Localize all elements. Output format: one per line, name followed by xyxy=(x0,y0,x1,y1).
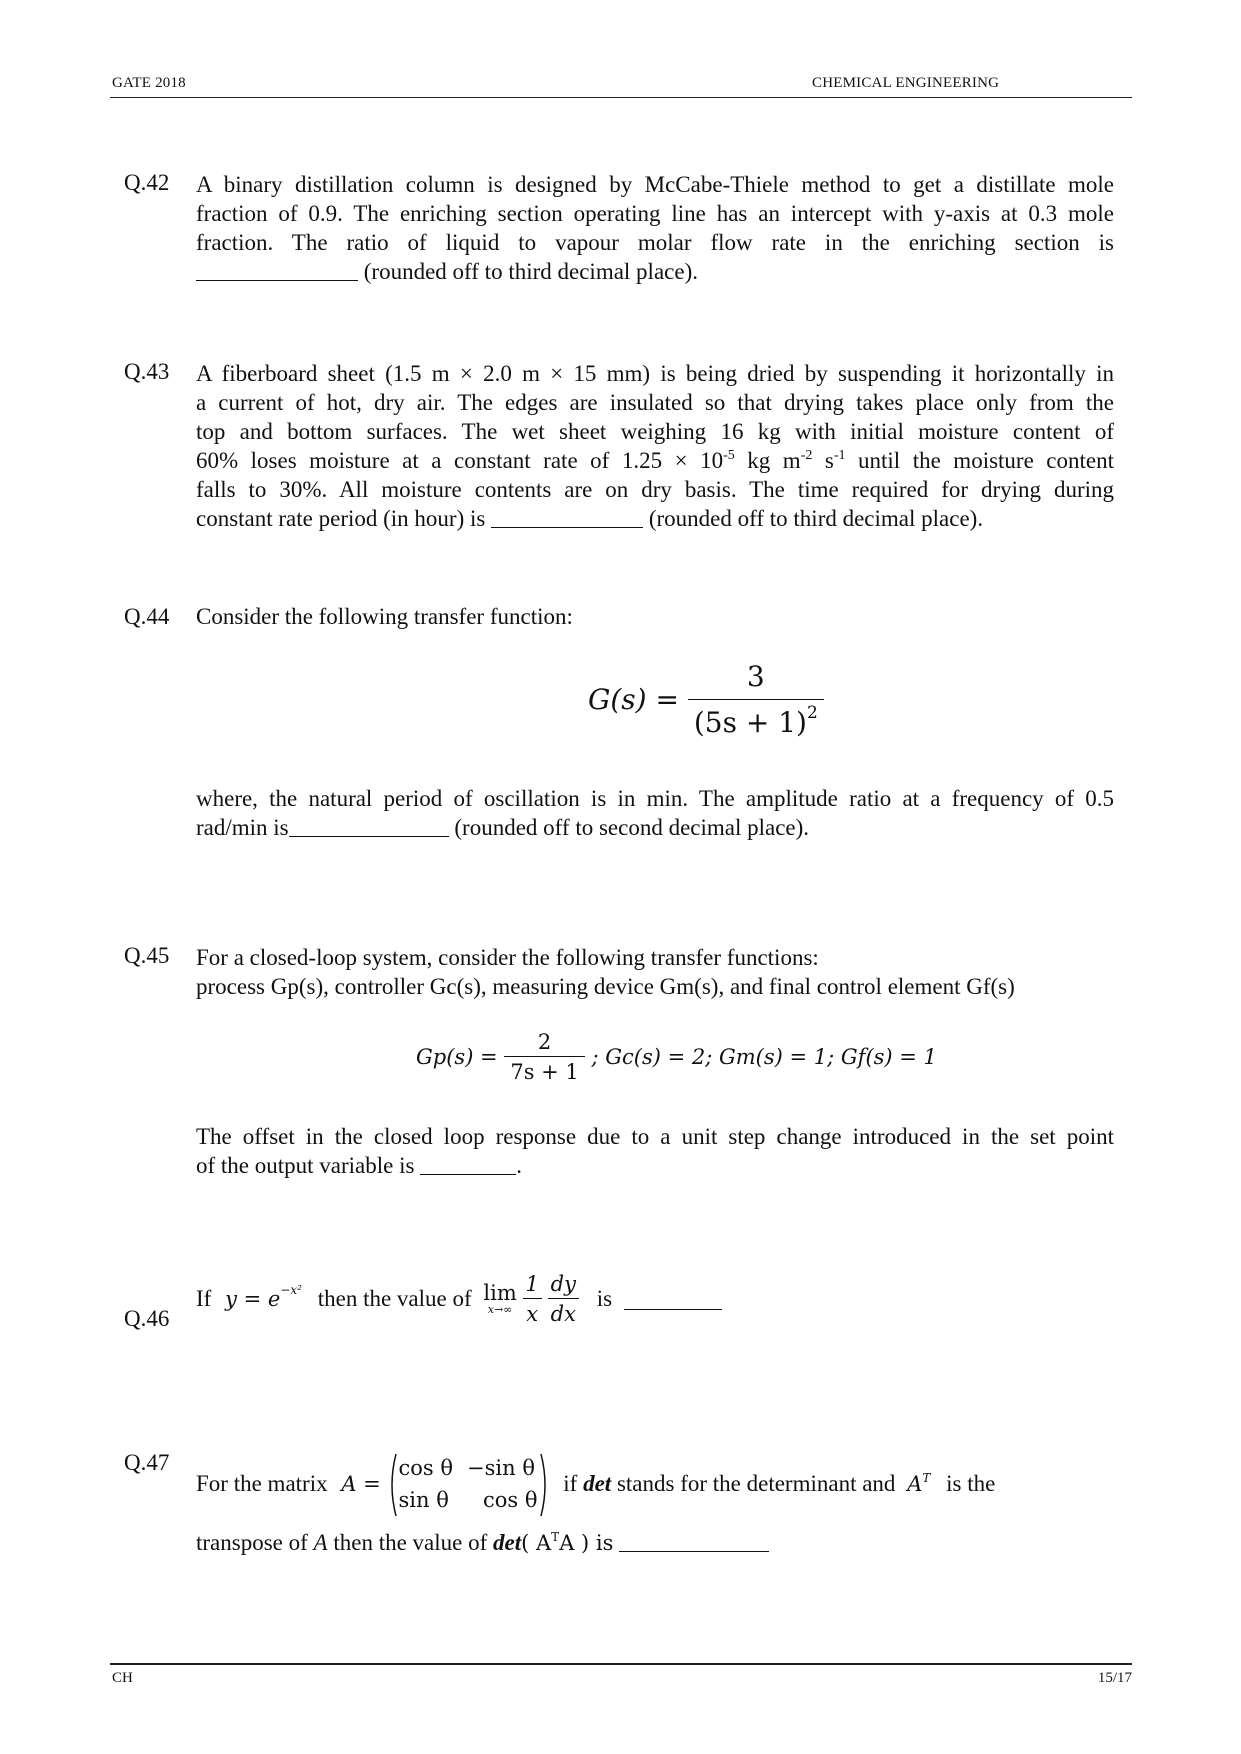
q45-number: Q.45 xyxy=(124,943,170,968)
q47-mid: stands for the determinant and xyxy=(616,1471,896,1496)
q45-line: For a closed-loop system, consider the following transfer functions: xyxy=(196,945,819,970)
q47-text: then the value of xyxy=(333,1530,488,1555)
q47-number: Q.47 xyxy=(124,1450,170,1475)
q46-y-def: $y = e^{-x^2}$ xyxy=(225,1283,302,1311)
q43-text xyxy=(196,359,1114,533)
q43-line: (rounded off to third decimal place). xyxy=(648,506,984,531)
q46-frac-2: $\frac{dy}{dx}$ xyxy=(548,1272,579,1326)
q46-limit: lim x→∞ xyxy=(483,1281,517,1316)
q43-line: a current of hot, dry air. The edges are insulated so that drying takes place only from the xyxy=(196,390,1114,415)
q45-intro xyxy=(196,943,1015,1001)
header-rule xyxy=(110,97,1132,98)
q45-eq-fraction xyxy=(504,1030,584,1084)
q47-expr: ( $A^TA$ ) is xyxy=(521,1530,614,1555)
q45-text xyxy=(196,1122,1114,1180)
q44-eq-den: $(5s + 1)^2$ xyxy=(693,703,818,739)
footer-page-number: 15/17 xyxy=(1097,1670,1132,1686)
q47-at: $A^T$ xyxy=(907,1471,931,1496)
q46-number: Q.46 xyxy=(124,1306,170,1331)
q44-line: rad/min is xyxy=(196,815,289,840)
q44-answer-blank[interactable] xyxy=(289,816,449,837)
q47-answer-blank[interactable] xyxy=(619,1531,769,1552)
q47-line-2 xyxy=(196,1530,769,1556)
matrix-cell: sin θ xyxy=(398,1488,449,1512)
q43-line: top and bottom surfaces. The wet sheet weighing 16 kg with initial moisture content of xyxy=(196,419,1114,444)
q47-det: det xyxy=(583,1471,612,1496)
q45-line: process Gp(s), controller Gc(s), measuring device Gm(s), and final control element Gf(s) xyxy=(196,974,1015,999)
q47-a-eq: A = xyxy=(341,1472,381,1496)
q46-frac-1: $\frac{1}{x}$ xyxy=(523,1272,542,1326)
q43-number: Q.43 xyxy=(124,359,170,384)
q42-line: A binary distillation column is designed by McCabe-Thiele method to get a distillate mole xyxy=(196,172,1114,197)
q43-line: constant rate period (in hour) is xyxy=(196,506,486,531)
q42-line: (rounded off to third decimal place). xyxy=(363,259,698,284)
q46-is: is xyxy=(596,1286,613,1311)
q44-eq-fraction xyxy=(688,660,824,739)
q45-eq-den: 7s + 1 xyxy=(510,1060,579,1084)
q43-answer-blank[interactable] xyxy=(491,507,643,528)
footer-rule xyxy=(110,1663,1132,1665)
q44-line: where, the natural period of oscillation is in min. The amplitude ratio at a frequency of 0.5 xyxy=(196,786,1114,811)
header-subject: CHEMICAL ENGINEERING xyxy=(812,75,1000,91)
q45-line: The offset in the closed loop response due to a unit step change introduced in the set point xyxy=(196,1124,1114,1149)
q44-line: (rounded off to second decimal place). xyxy=(454,815,810,840)
q47-text: transpose of xyxy=(196,1530,308,1555)
q46-answer-blank[interactable] xyxy=(624,1289,722,1310)
q47-if: if xyxy=(563,1471,578,1496)
q47-pre: For the matrix xyxy=(196,1471,328,1496)
q45-eq-num: 2 xyxy=(504,1030,584,1057)
header-exam-name: GATE 2018 xyxy=(112,75,186,91)
q42-text xyxy=(196,170,1114,286)
q47-line-1 xyxy=(196,1452,995,1516)
q42-line: fraction of 0.9. The enriching section operating line has an intercept with y-axis at 0.3 mole xyxy=(196,201,1114,226)
q42-line: fraction. The ratio of liquid to vapour molar flow rate in the enriching section is xyxy=(196,230,1114,255)
q45-line: of the output variable is xyxy=(196,1153,415,1178)
q43-line: falls to 30%. All moisture contents are on dry basis. The time required for drying during xyxy=(196,477,1114,502)
q45-answer-blank[interactable] xyxy=(420,1154,516,1175)
q45-equation xyxy=(416,1030,937,1084)
q46-mid: then the value of xyxy=(317,1286,472,1311)
matrix-left-paren-icon xyxy=(387,1452,397,1518)
q45-eq-gp: Gp(s) = xyxy=(416,1045,498,1069)
matrix-right-paren-icon xyxy=(540,1452,550,1518)
q45-period: . xyxy=(516,1153,522,1178)
footer-paper-code: CH xyxy=(112,1670,133,1686)
matrix-cell: cos θ xyxy=(398,1456,454,1480)
matrix-cell: −sin θ xyxy=(467,1456,535,1480)
q43-line: A fiberboard sheet (1.5 m × 2.0 m × 15 mm) is being dried by suspending it horizontally in xyxy=(196,361,1114,386)
q47-end: is the xyxy=(946,1471,996,1496)
q47-text: A xyxy=(313,1530,328,1555)
q42-number: Q.42 xyxy=(124,170,170,195)
q44-intro: Consider the following transfer function: xyxy=(196,604,573,629)
q44-eq-lhs: G(s) = xyxy=(588,683,679,716)
q47-matrix xyxy=(387,1452,550,1516)
q47-det: det xyxy=(493,1530,522,1555)
q43-line-units: 60% loses moisture at a constant rate of $1.25 \times 10^{-5}$ kg $m^{-2}$ $s^{-1}$ until the moisture content xyxy=(196,448,1115,473)
q42-answer-blank[interactable] xyxy=(196,260,358,281)
q44-eq-num: 3 xyxy=(688,660,824,700)
q44-number: Q.44 xyxy=(124,604,170,629)
q44-text xyxy=(196,784,1114,842)
q46-text xyxy=(196,1272,722,1326)
q45-eq-rest: ; Gc(s) = 2; Gm(s) = 1; Gf(s) = 1 xyxy=(591,1045,937,1069)
q46-if: If xyxy=(196,1286,212,1311)
q44-transfer-function xyxy=(588,660,824,739)
matrix-cell: cos θ xyxy=(483,1488,538,1512)
